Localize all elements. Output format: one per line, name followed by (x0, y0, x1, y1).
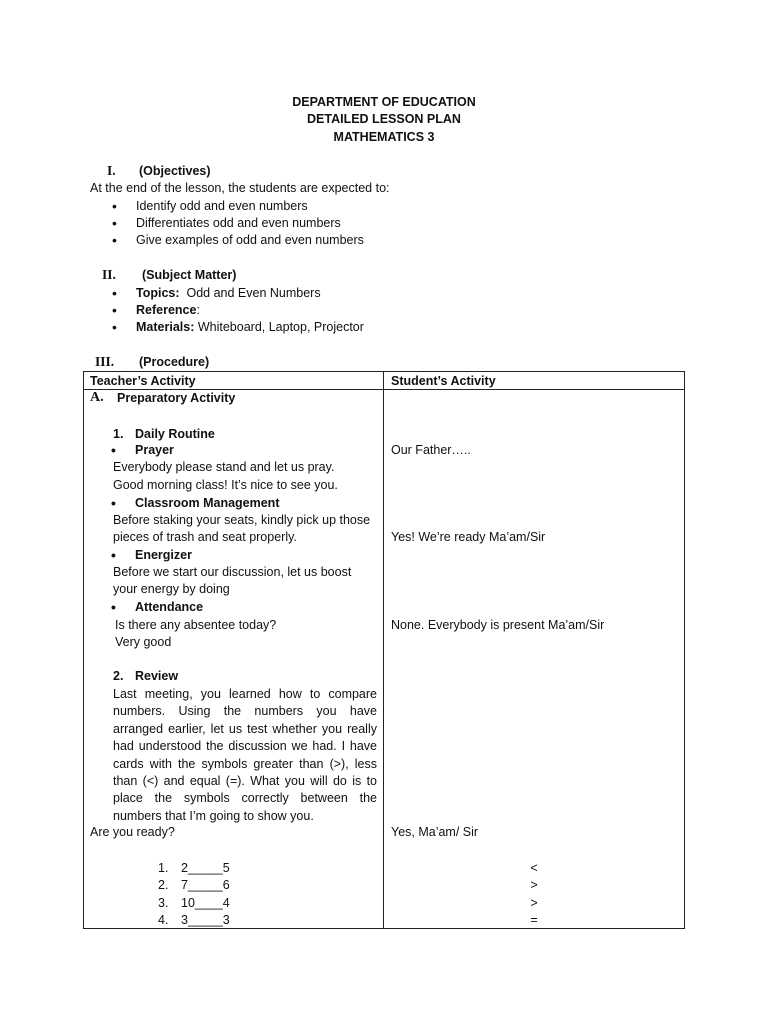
exercise-number: 2. (158, 878, 169, 892)
objectives-intro: At the end of the lesson, the students are expected to: (90, 181, 390, 195)
attendance-question: Is there any absentee today? (115, 618, 277, 632)
daily-routine-heading: Daily Routine (135, 427, 215, 441)
part-a-title: Preparatory Activity (117, 391, 236, 405)
table-border-left (83, 371, 84, 929)
exercise-answer: = (530, 913, 538, 927)
prayer-greeting: Good morning class! It’s nice to see you. (113, 478, 338, 492)
exercise-number: 1. (158, 861, 169, 875)
exercise-number: 3. (158, 896, 169, 910)
exercise-number: 4. (158, 913, 169, 927)
objective-item: • Give examples of odd and even numbers (136, 233, 364, 247)
doc-title-department: DEPARTMENT OF EDUCATION (292, 95, 476, 109)
section-3-numeral: III. (95, 354, 115, 369)
prayer-instruction: Everybody please stand and let us pray. (113, 460, 335, 474)
classroom-instruction-line-2: pieces of trash and seat properly. (113, 530, 297, 544)
ready-response: Yes, Ma’am/ Sir (391, 825, 479, 839)
reference-item (136, 303, 200, 317)
teacher-activity-header: Teacher’s Activity (90, 374, 196, 388)
topics-value: Odd and Even Numbers (186, 286, 321, 300)
doc-title-subject: MATHEMATICS 3 (333, 130, 435, 144)
reference-label: Reference (136, 303, 197, 317)
section-2-numeral: II. (102, 267, 116, 282)
materials-item (136, 320, 364, 334)
student-activity-header: Student’s Activity (391, 374, 496, 388)
energizer-heading: • Energizer (135, 548, 192, 562)
classroom-management-heading: • Classroom Management (135, 496, 279, 510)
section-1-numeral: I. (107, 163, 116, 178)
attendance-heading: • Attendance (135, 600, 203, 614)
daily-routine-number: 1. (113, 427, 124, 441)
objective-item: • Differentiates odd and even numbers (136, 216, 341, 230)
section-2-title: (Subject Matter) (142, 268, 237, 282)
reference-colon: : (196, 303, 200, 317)
objective-item: • Identify odd and even numbers (136, 199, 308, 213)
attendance-feedback: Very good (115, 635, 172, 649)
attendance-response: None. Everybody is present Ma’am/Sir (391, 618, 605, 632)
ready-question: Are you ready? (90, 825, 175, 839)
review-heading: Review (135, 669, 179, 683)
exercise-answer: < (530, 861, 538, 875)
exercise-item: 3_____3 (181, 913, 230, 927)
doc-title-lesson-plan: DETAILED LESSON PLAN (307, 112, 461, 126)
prayer-response: Our Father….. (391, 443, 471, 457)
exercise-answer: > (530, 896, 538, 910)
materials-value: Whiteboard, Laptop, Projector (197, 320, 364, 334)
classroom-instruction-line-1: Before staking your seats, kindly pick up those (113, 513, 371, 527)
section-1-title: (Objectives) (139, 164, 211, 178)
exercise-item: 7_____6 (181, 878, 230, 892)
part-a-letter: A. (90, 390, 104, 405)
review-number: 2. (113, 669, 124, 683)
exercise-answer: > (530, 878, 538, 892)
materials-label: Materials: (136, 320, 195, 334)
classroom-response: Yes! We’re ready Ma’am/Sir (391, 530, 546, 544)
review-paragraph: Last meeting, you learned how to compare numbers. Using the numbers you have arranged earlier, let us test whether you really had understood the discussion we had. I have cards with the symbols greater than (>), less than (<) and equal (=). What you will do is to place the symbols correctly between the numbers that I’m going to show you. (113, 687, 377, 823)
table-border-bottom (83, 928, 685, 929)
table-header-divider (83, 389, 685, 390)
table-border-top (83, 371, 685, 372)
exercise-item: 10____4 (181, 896, 230, 910)
table-column-divider (383, 371, 384, 929)
topics-label: Topics: (136, 286, 180, 300)
prayer-heading: • Prayer (135, 443, 174, 457)
table-border-right (684, 371, 685, 929)
exercise-item: 2_____5 (181, 861, 230, 875)
topics-item (136, 286, 321, 300)
energizer-line-2: your energy by doing (113, 582, 230, 596)
section-3-title: (Procedure) (139, 355, 210, 369)
energizer-line-1: Before we start our discussion, let us boost (113, 565, 352, 579)
